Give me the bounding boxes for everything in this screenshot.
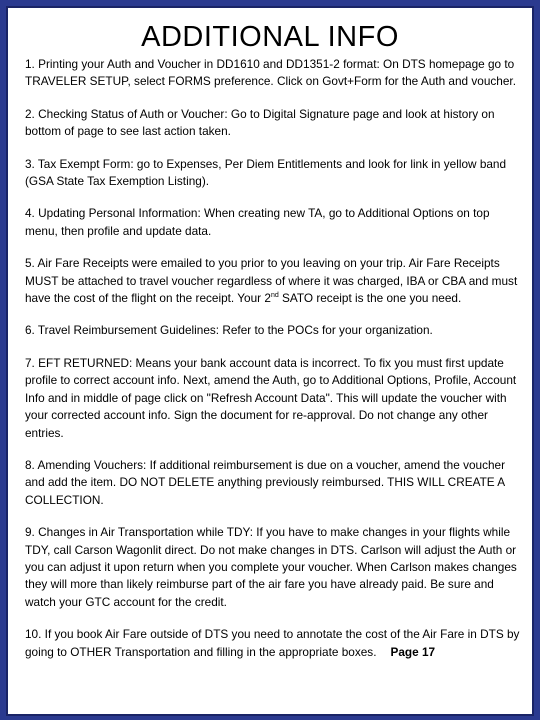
info-item-2: 2. Checking Status of Auth or Voucher: Go to Digital Signature page and look at history on bottom of page to see last action taken.: [25, 106, 495, 139]
document-page: [6, 6, 534, 716]
info-list: [25, 56, 520, 676]
info-item-7: 7. EFT RETURNED: Means your bank account data is incorrect. To fix you must first update profile to correct account info. Next, amend the Auth, go to Additional Options, Profile, Account Info and in middle of page click on "Refresh Account Data". This will update the voucher with your corrected account info. Sign the document for re-approval. Do not change any other entries.: [25, 355, 517, 440]
page-title: ADDITIONAL INFO: [141, 21, 399, 53]
info-item-8: 8. Amending Vouchers: If additional reimbursement is due on a voucher, amend the voucher and add the item. DO NOT DELETE anything previously reimbursed. THIS WILL CREATE A COLLECTION.: [25, 457, 506, 507]
info-item-1: 1. Printing your Auth and Voucher in DD1610 and DD1351-2 format: On DTS homepage go to TRAVELER SETUP, select FORMS preference. Click on Govt+Form for the Auth and voucher.: [25, 57, 516, 89]
info-item-5: [25, 255, 520, 307]
info-item-5-text: 5. Air Fare Receipts were emailed to you prior to you leaving on your trip. Air Fare Receipts MUST be attached to travel voucher regardless of where it was charged, IBA or CBA and must have the cost of the flight on the receipt. Your 2: [25, 256, 518, 306]
page-number: Page 17: [390, 644, 436, 659]
info-item-3: 3. Tax Exempt Form: go to Expenses, Per Diem Entitlements and look for link in yellow band (GSA State Tax Exemption Listing).: [25, 156, 507, 189]
info-item-10: [25, 626, 520, 661]
info-item-5-text-end: SATO receipt is the one you need.: [278, 291, 462, 306]
info-item-10-text: 10. If you book Air Fare outside of DTS you need to annotate the cost of the Air Fare in DTS by going to OTHER Transportation and filling in the appropriate boxes.: [25, 627, 520, 659]
ordinal-suffix: nd: [270, 292, 279, 300]
info-item-6: 6. Travel Reimbursement Guidelines: Refer to the POCs for your organization.: [25, 323, 433, 338]
info-item-4: 4. Updating Personal Information: When creating new TA, go to Additional Options on top menu, then profile and update data.: [25, 206, 490, 238]
info-item-9: 9. Changes in Air Transportation while TDY: If you have to make changes in your flights while TDY, call Carson Wagonlit direct. Do not make changes in DTS. Carlson will adjust the Auth or you can adjust it upon return when you complete your voucher. When Carlson makes changes they will more than likely reimburse part of the air fare you have already paid. Be sure and watch your GTC account for the credit.: [25, 525, 517, 609]
